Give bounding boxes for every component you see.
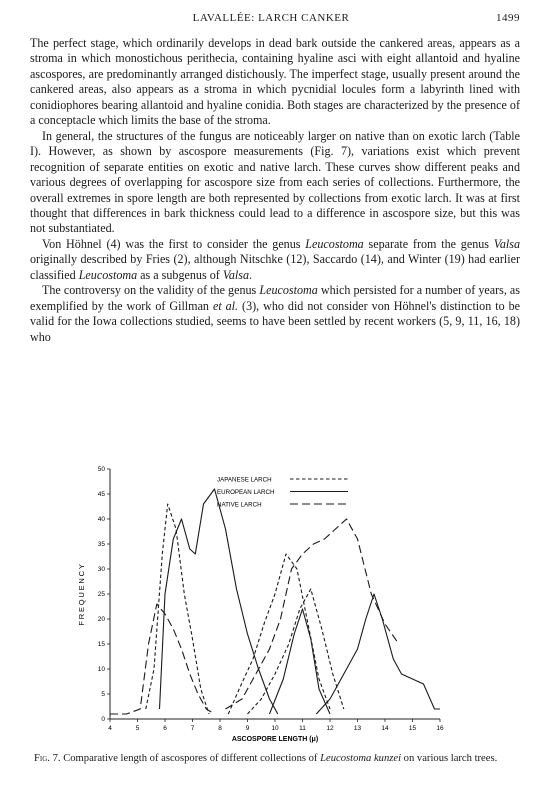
- european-larch-curve-1: [160, 489, 278, 714]
- x-tick-label: 6: [163, 725, 167, 732]
- paragraph-1: The perfect stage, which ordinarily develops in dead bark outside the cankered areas, appears as a stroma in which monostichous perithecia, containing hyaline asci with eight allantoid and hyaline ascospores, are predominantly arranged distichously. The imperfect stage, usually present around the cankered areas, also appears as a stroma in which pycnidial locules form a labyrinth lined with conidiophores bearing allantoid and hyaline conidia. Both stages are characterized by the presence of a conceptacle which limits the base of the stroma.: [30, 36, 520, 128]
- body-text: [30, 36, 520, 345]
- figure-caption: [34, 752, 519, 765]
- x-ticks: [108, 719, 444, 732]
- caption-text: Comparative length of ascospores of different collections of Leucostoma kunzei on various larch trees.: [63, 753, 498, 764]
- x-tick-label: 11: [299, 725, 306, 732]
- y-tick-label: 30: [97, 566, 105, 574]
- frequency-chart: [60, 465, 460, 750]
- y-ticks: [98, 466, 110, 723]
- x-tick-label: 14: [381, 725, 389, 732]
- caption-label: Fig. 7.: [34, 753, 61, 764]
- paragraph-4: The controversy on the validity of the genus Leucostoma which persisted for a number of years, as exemplified by the work of Gillman et al. (3), who did not consider von Höhnel's distinction to be valid for the Iowa collections studied, seems to have been settled by recent workers (5, 9, 11, 16, 18) who: [30, 283, 521, 344]
- x-tick-label: 12: [326, 725, 334, 732]
- legend-label-european-larch: EUROPEAN LARCH: [217, 488, 275, 496]
- y-tick-label: 5: [101, 691, 105, 699]
- curves: [110, 489, 440, 714]
- japanese-larch-curve-3: [248, 589, 344, 714]
- x-tick-label: 7: [190, 725, 195, 732]
- x-tick-label: 9: [245, 725, 250, 732]
- european-larch-curve-3: [316, 594, 440, 714]
- paragraph-3: Von Höhnel (4) was the first to consider the genus Leucostoma separate from the genus Valsa originally described by Fries (2), although Nitschke (12), Saccardo (14), and Winter (19) had earlier classified Leucostoma as a subgenus of Valsa.: [30, 236, 520, 282]
- y-tick-label: 10: [97, 666, 105, 674]
- legend: [217, 476, 348, 508]
- x-tick-label: 15: [408, 725, 417, 732]
- running-title: LAVALLÉE: LARCH CANKER: [192, 12, 350, 24]
- x-tick-label: 4: [108, 725, 112, 732]
- x-axis-label: ASCOSPORE LENGTH (μ): [231, 736, 319, 743]
- y-tick-label: 45: [97, 491, 105, 499]
- y-tick-label: 40: [97, 516, 105, 524]
- y-tick-label: 0: [101, 716, 105, 724]
- y-tick-label: 15: [97, 641, 105, 649]
- legend-label-japanese-larch: JAPANESE LARCH: [217, 476, 272, 484]
- page-number: 1499: [496, 12, 520, 24]
- y-tick-label: 50: [97, 466, 105, 474]
- x-tick-label: 13: [353, 725, 362, 732]
- x-tick-label: 16: [436, 725, 444, 732]
- page-header: [22, 12, 520, 28]
- x-tick-label: 5: [135, 725, 140, 732]
- x-tick-label: 8: [218, 725, 222, 732]
- figure-7: [60, 465, 460, 750]
- x-tick-label: 10: [271, 725, 279, 732]
- native-larch-curve-2: [226, 519, 399, 709]
- y-tick-label: 20: [97, 616, 105, 624]
- y-tick-label: 35: [97, 541, 105, 549]
- legend-label-native-larch: NATIVE LARCH: [217, 501, 262, 509]
- y-axis-label: FREQUENCY: [77, 562, 86, 626]
- paragraph-2: In general, the structures of the fungus are noticeably larger on native than on exotic larch (Table I). However, as shown by ascospore measurements (Fig. 7), variations exist which prevent recognition of separate entities on exotic and native larch. These curves show different peaks and various degrees of overlapping for ascospore size from each series of collections. Furthermore, the overall extremes in spore length are both represented by collections from exotic larch. It was at first thought that differences in bark thickness could lead to a difference in ascospore size, but this was not substantiated.: [30, 128, 520, 236]
- y-tick-label: 25: [97, 591, 105, 599]
